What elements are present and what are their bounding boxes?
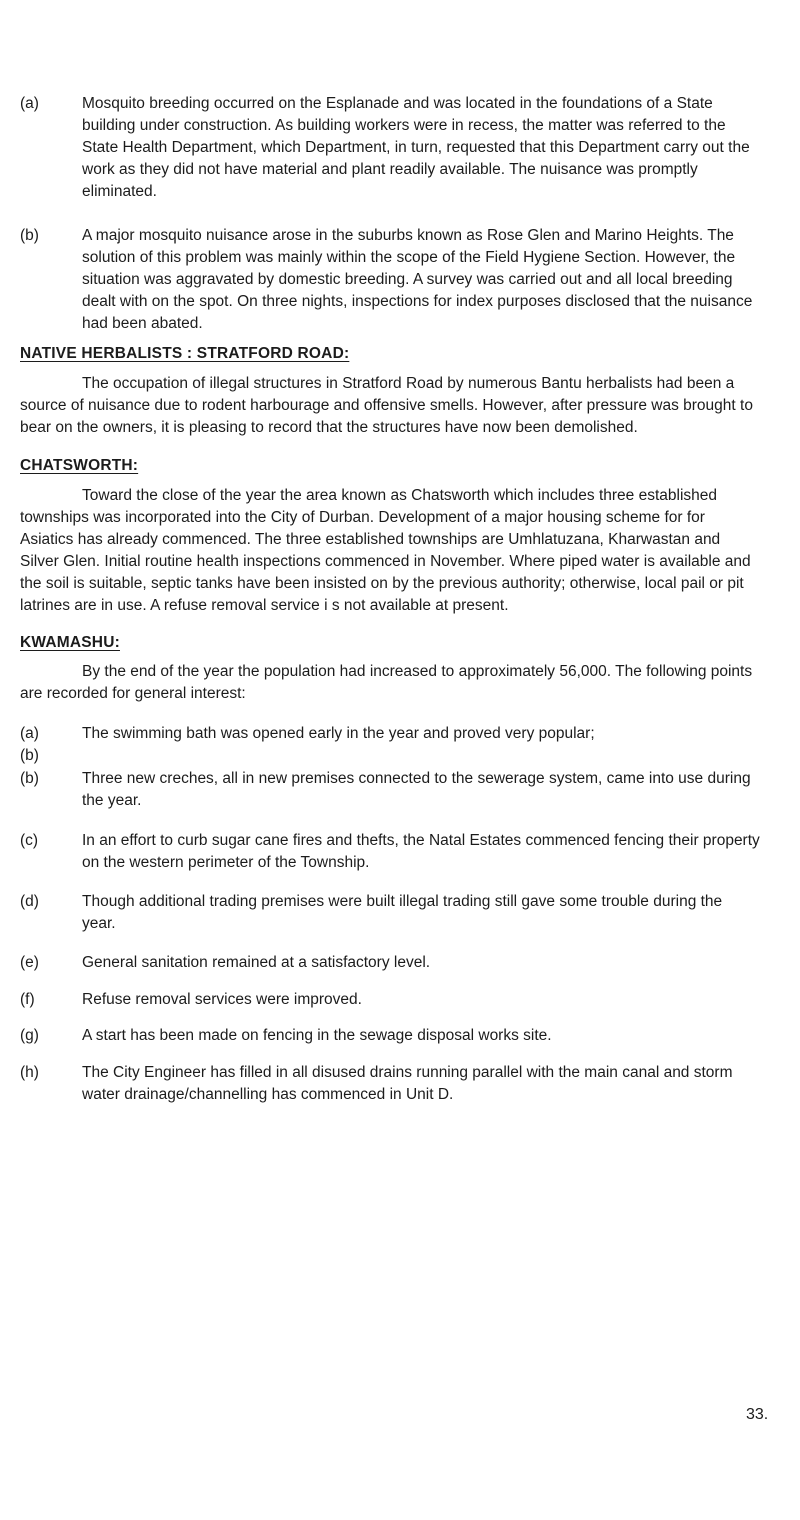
list-item-kwamashu-c [20, 830, 760, 874]
list-item-kwamashu-b [20, 768, 760, 812]
paragraph-chatsworth: Toward the close of the year the area known as Chatsworth which includes three established townships was incorporated into the City of Durban. Development of a major housing scheme for for Asiatics has already commenced. The three established townships are Umhlatuzana, Kharwastan and Silver Glen. Initial routine health inspections commenced in November. Where piped water is available and the soil is suitable, septic tanks have been insisted on by the previous authority; otherwise, local pail or pit latrines are in use. A refuse removal service i s not available at present. [20, 487, 751, 614]
item-text: In an effort to curb sugar cane fires and thefts, the Natal Estates commenced fencing their property on the western perimeter of the Township. [82, 832, 760, 871]
item-text [82, 745, 760, 767]
item-label: (a) [20, 95, 39, 112]
list-item-kwamashu-f [20, 989, 760, 1011]
item-text: Three new creches, all in new premises connected to the sewerage system, came into use during the year. [82, 770, 751, 809]
paragraph-native-herbalists: The occupation of illegal structures in Stratford Road by numerous Bantu herbalists had been a source of nuisance due to rodent harbourage and offensive smells. However, after pressure was brought to bear on the owners, it is pleasing to record that the structures have now been demolished. [20, 375, 753, 436]
section-heading-chatsworth: CHATSWORTH: [20, 457, 139, 474]
section-heading-kwamashu: KWAMASHU: [20, 634, 120, 651]
list-item-kwamashu-a [20, 723, 760, 745]
section-heading-native-herbalists: NATIVE HERBALISTS : STRATFORD ROAD: [20, 345, 350, 362]
item-label: (b) [20, 747, 39, 764]
list-item-top-b [20, 225, 760, 335]
list-item-kwamashu-h [20, 1062, 760, 1106]
item-text: A start has been made on fencing in the sewage disposal works site. [82, 1027, 552, 1044]
list-item-kwamashu-d [20, 891, 760, 935]
list-item-kwamashu-g [20, 1025, 760, 1047]
item-label: (c) [20, 832, 39, 849]
item-label: (g) [20, 1027, 39, 1044]
item-text: The City Engineer has filled in all disused drains running parallel with the main canal and storm water drainage/channelling has commenced in Unit D. [82, 1064, 733, 1103]
list-item-kwamashu-b-stray [20, 745, 760, 767]
item-label: (b) [20, 770, 39, 787]
item-label: (a) [20, 725, 39, 742]
item-text: A major mosquito nuisance arose in the suburbs known as Rose Glen and Marino Heights. The solution of this problem was mainly within the scope of the Field Hygiene Section. However, the situation was aggravated by domestic breeding. A survey was carried out and all local breeding dealt with on the spot. On three nights, inspections for index purposes disclosed that the nuisance had been abated. [82, 227, 753, 332]
list-item-kwamashu-e [20, 952, 760, 974]
paragraph-kwamashu: By the end of the year the population had increased to approximately 56,000. The following points are recorded for general interest: [20, 663, 753, 702]
list-item-top-a [20, 93, 760, 203]
item-label: (h) [20, 1064, 39, 1081]
item-label: (e) [20, 954, 39, 971]
item-text: Though additional trading premises were built illegal trading still gave some trouble during the year. [82, 893, 723, 932]
item-text: The swimming bath was opened early in the year and proved very popular; [82, 725, 595, 742]
item-text: General sanitation remained at a satisfactory level. [82, 954, 431, 971]
item-label: (f) [20, 991, 35, 1008]
item-label: (b) [20, 227, 39, 244]
item-label: (d) [20, 893, 39, 910]
page-number: 33. [746, 1406, 769, 1423]
item-text: Mosquito breeding occurred on the Esplanade and was located in the foundations of a State building under construction. As building workers were in recess, the matter was referred to the State Health Department, which Department, in turn, requested that this Department carry out the work as they did not have material and plant readily available. The nuisance was promptly eliminated. [82, 95, 750, 200]
item-text: Refuse removal services were improved. [82, 991, 362, 1008]
